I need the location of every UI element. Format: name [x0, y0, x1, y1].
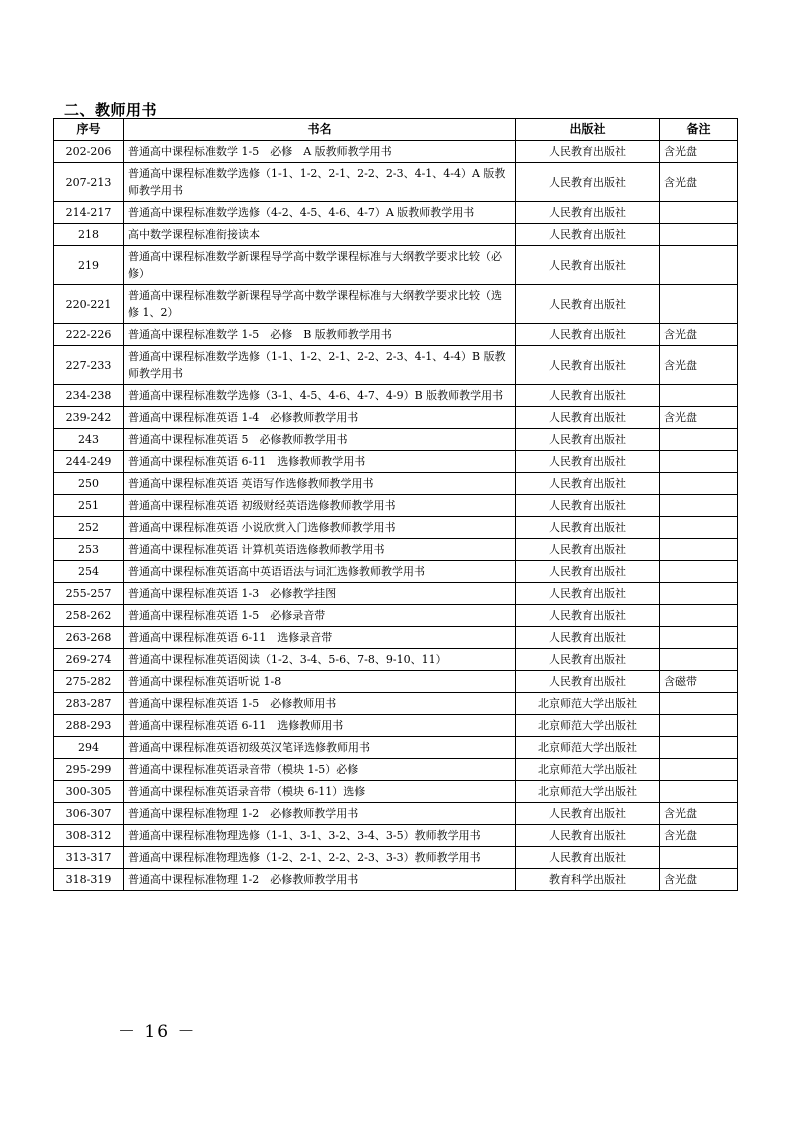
row-number: 295-299 [54, 759, 124, 781]
table-row [54, 495, 738, 517]
row-title: 普通高中课程标准英语 6-11 选修教师用书 [124, 715, 516, 737]
row-title: 普通高中课程标准数学 1-5 必修 A 版教师教学用书 [124, 141, 516, 163]
row-publisher: 人民教育出版社 [516, 671, 660, 693]
row-note: 含光盘 [660, 163, 738, 202]
row-note: 含光盘 [660, 825, 738, 847]
row-publisher: 人民教育出版社 [516, 429, 660, 451]
row-note [660, 561, 738, 583]
row-title: 普通高中课程标准物理选修（1-2、2-1、2-2、2-3、3-3）教师教学用书 [124, 847, 516, 869]
row-publisher: 北京师范大学出版社 [516, 737, 660, 759]
row-title: 普通高中课程标准英语听说 1-8 [124, 671, 516, 693]
row-publisher: 人民教育出版社 [516, 847, 660, 869]
row-publisher: 教育科学出版社 [516, 869, 660, 891]
row-publisher: 北京师范大学出版社 [516, 759, 660, 781]
header-title: 书名 [124, 119, 516, 141]
table-row [54, 737, 738, 759]
row-note [660, 737, 738, 759]
table-row [54, 285, 738, 324]
row-number: 227-233 [54, 346, 124, 385]
row-note [660, 246, 738, 285]
row-publisher: 人民教育出版社 [516, 451, 660, 473]
row-title: 普通高中课程标准数学选修（1-1、1-2、2-1、2-2、2-3、4-1、4-4）B 版教师教学用书 [124, 346, 516, 385]
row-number: 202-206 [54, 141, 124, 163]
row-note: 含光盘 [660, 869, 738, 891]
row-title: 普通高中课程标准数学新课程导学高中数学课程标准与大纲教学要求比较（必修） [124, 246, 516, 285]
section-title: 二、教师用书 [64, 101, 158, 119]
row-publisher: 人民教育出版社 [516, 495, 660, 517]
row-publisher: 北京师范大学出版社 [516, 693, 660, 715]
row-title: 普通高中课程标准数学选修（4-2、4-5、4-6、4-7）A 版教师教学用书 [124, 202, 516, 224]
table-row [54, 627, 738, 649]
row-publisher: 人民教育出版社 [516, 407, 660, 429]
row-note: 含光盘 [660, 803, 738, 825]
row-publisher: 人民教育出版社 [516, 285, 660, 324]
row-publisher: 人民教育出版社 [516, 385, 660, 407]
table-row [54, 759, 738, 781]
table-row [54, 847, 738, 869]
row-note [660, 202, 738, 224]
row-note: 含磁带 [660, 671, 738, 693]
row-note [660, 429, 738, 451]
row-note [660, 495, 738, 517]
table-row [54, 539, 738, 561]
table-row [54, 671, 738, 693]
row-publisher: 人民教育出版社 [516, 324, 660, 346]
row-publisher: 人民教育出版社 [516, 202, 660, 224]
row-number: 288-293 [54, 715, 124, 737]
row-title: 普通高中课程标准英语 6-11 选修教师教学用书 [124, 451, 516, 473]
row-note [660, 517, 738, 539]
row-publisher: 北京师范大学出版社 [516, 781, 660, 803]
table-row [54, 715, 738, 737]
row-publisher: 人民教育出版社 [516, 627, 660, 649]
row-number: 207-213 [54, 163, 124, 202]
row-note: 含光盘 [660, 141, 738, 163]
row-note [660, 759, 738, 781]
row-title: 普通高中课程标准英语录音带（模块 1-5）必修 [124, 759, 516, 781]
row-note [660, 715, 738, 737]
row-publisher: 人民教育出版社 [516, 163, 660, 202]
row-note: 含光盘 [660, 407, 738, 429]
row-number: 255-257 [54, 583, 124, 605]
row-publisher: 人民教育出版社 [516, 141, 660, 163]
row-publisher: 人民教育出版社 [516, 583, 660, 605]
row-note [660, 385, 738, 407]
table-row [54, 407, 738, 429]
row-note [660, 781, 738, 803]
row-note [660, 539, 738, 561]
row-title: 普通高中课程标准数学新课程导学高中数学课程标准与大纲教学要求比较（选修 1、2） [124, 285, 516, 324]
row-title: 普通高中课程标准物理 1-2 必修教师教学用书 [124, 803, 516, 825]
table-row [54, 803, 738, 825]
table-row [54, 825, 738, 847]
row-note: 含光盘 [660, 346, 738, 385]
table-body [54, 141, 738, 891]
row-note [660, 649, 738, 671]
table-row [54, 693, 738, 715]
table-row [54, 324, 738, 346]
row-title: 普通高中课程标准英语 1-5 必修教师用书 [124, 693, 516, 715]
row-note [660, 451, 738, 473]
row-note [660, 583, 738, 605]
row-number: 219 [54, 246, 124, 285]
row-number: 275-282 [54, 671, 124, 693]
row-number: 234-238 [54, 385, 124, 407]
row-title: 高中数学课程标准衔接读本 [124, 224, 516, 246]
row-publisher: 人民教育出版社 [516, 605, 660, 627]
row-note [660, 627, 738, 649]
row-publisher: 人民教育出版社 [516, 346, 660, 385]
row-title: 普通高中课程标准物理 1-2 必修教师教学用书 [124, 869, 516, 891]
row-title: 普通高中课程标准英语高中英语语法与词汇选修教师教学用书 [124, 561, 516, 583]
row-title: 普通高中课程标准英语 1-3 必修教学挂图 [124, 583, 516, 605]
table-row [54, 649, 738, 671]
table-row [54, 224, 738, 246]
table-row [54, 869, 738, 891]
row-title: 普通高中课程标准数学选修（3-1、4-5、4-6、4-7、4-9）B 版教师教学用书 [124, 385, 516, 407]
table-row [54, 451, 738, 473]
row-title: 普通高中课程标准英语 1-4 必修教师教学用书 [124, 407, 516, 429]
row-number: 318-319 [54, 869, 124, 891]
table-row [54, 385, 738, 407]
header-note: 备注 [660, 119, 738, 141]
row-publisher: 人民教育出版社 [516, 825, 660, 847]
table-row [54, 346, 738, 385]
row-number: 300-305 [54, 781, 124, 803]
row-note [660, 847, 738, 869]
row-title: 普通高中课程标准英语初级英汉笔译选修教师用书 [124, 737, 516, 759]
row-number: 220-221 [54, 285, 124, 324]
row-number: 269-274 [54, 649, 124, 671]
row-number: 313-317 [54, 847, 124, 869]
row-note [660, 605, 738, 627]
row-title: 普通高中课程标准英语 初级财经英语选修教师教学用书 [124, 495, 516, 517]
row-title: 普通高中课程标准英语录音带（模块 6-11）选修 [124, 781, 516, 803]
row-title: 普通高中课程标准数学选修（1-1、1-2、2-1、2-2、2-3、4-1、4-4）A 版教师教学用书 [124, 163, 516, 202]
row-publisher: 人民教育出版社 [516, 539, 660, 561]
row-publisher: 人民教育出版社 [516, 561, 660, 583]
table-row [54, 517, 738, 539]
row-publisher: 人民教育出版社 [516, 224, 660, 246]
header-publisher: 出版社 [516, 119, 660, 141]
row-title: 普通高中课程标准英语 5 必修教师教学用书 [124, 429, 516, 451]
row-note [660, 473, 738, 495]
row-number: 294 [54, 737, 124, 759]
row-note [660, 224, 738, 246]
row-note [660, 693, 738, 715]
table-row [54, 781, 738, 803]
row-number: 253 [54, 539, 124, 561]
row-publisher: 人民教育出版社 [516, 517, 660, 539]
table-row [54, 202, 738, 224]
table-row [54, 429, 738, 451]
row-publisher: 北京师范大学出版社 [516, 715, 660, 737]
row-title: 普通高中课程标准英语 6-11 选修录音带 [124, 627, 516, 649]
row-number: 214-217 [54, 202, 124, 224]
row-number: 244-249 [54, 451, 124, 473]
row-number: 308-312 [54, 825, 124, 847]
row-title: 普通高中课程标准英语 小说欣赏入门选修教师教学用书 [124, 517, 516, 539]
table-row [54, 605, 738, 627]
page-number: － 16 － [118, 1022, 197, 1042]
row-title: 普通高中课程标准英语阅读（1-2、3-4、5-6、7-8、9-10、11） [124, 649, 516, 671]
table-header-row [54, 119, 738, 141]
table-row [54, 583, 738, 605]
row-number: 218 [54, 224, 124, 246]
row-number: 250 [54, 473, 124, 495]
row-number: 283-287 [54, 693, 124, 715]
header-no: 序号 [54, 119, 124, 141]
table-row [54, 246, 738, 285]
table-row [54, 163, 738, 202]
row-number: 239-242 [54, 407, 124, 429]
row-title: 普通高中课程标准物理选修（1-1、3-1、3-2、3-4、3-5）教师教学用书 [124, 825, 516, 847]
row-note: 含光盘 [660, 324, 738, 346]
row-number: 252 [54, 517, 124, 539]
teacher-books-table [53, 118, 738, 891]
row-number: 243 [54, 429, 124, 451]
row-publisher: 人民教育出版社 [516, 649, 660, 671]
row-publisher: 人民教育出版社 [516, 246, 660, 285]
row-number: 306-307 [54, 803, 124, 825]
table-row [54, 561, 738, 583]
row-publisher: 人民教育出版社 [516, 803, 660, 825]
row-number: 222-226 [54, 324, 124, 346]
row-title: 普通高中课程标准英语 1-5 必修录音带 [124, 605, 516, 627]
table-row [54, 141, 738, 163]
row-number: 258-262 [54, 605, 124, 627]
table-row [54, 473, 738, 495]
row-number: 251 [54, 495, 124, 517]
row-number: 254 [54, 561, 124, 583]
row-title: 普通高中课程标准数学 1-5 必修 B 版教师教学用书 [124, 324, 516, 346]
row-title: 普通高中课程标准英语 英语写作选修教师教学用书 [124, 473, 516, 495]
row-number: 263-268 [54, 627, 124, 649]
row-publisher: 人民教育出版社 [516, 473, 660, 495]
row-note [660, 285, 738, 324]
row-title: 普通高中课程标准英语 计算机英语选修教师教学用书 [124, 539, 516, 561]
